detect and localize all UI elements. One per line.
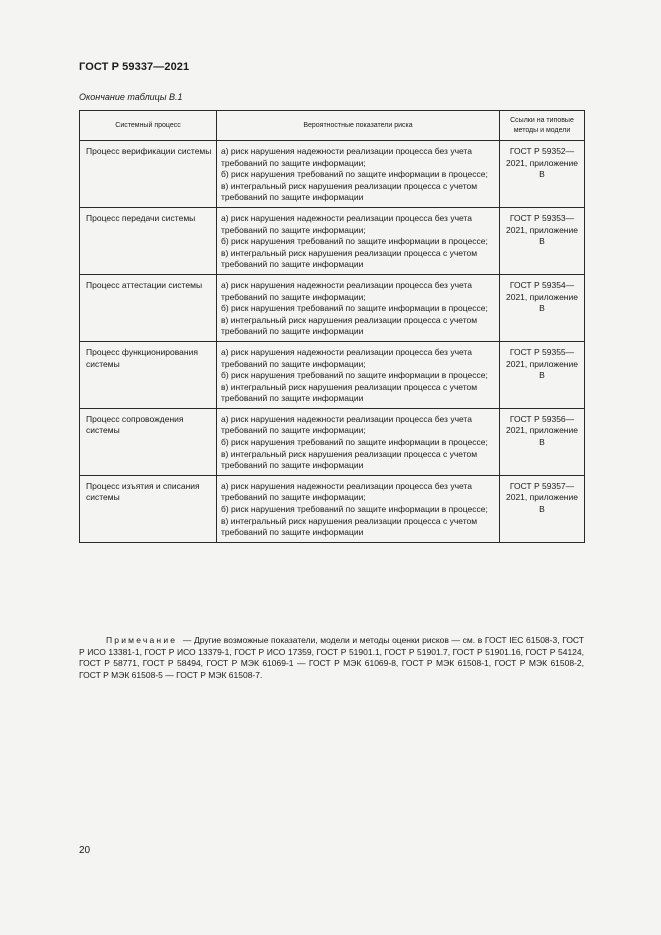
reference-cell: ГОСТ Р 59356—2021, приложение В: [500, 408, 585, 475]
risk-item: в) интегральный риск нарушения реализации процесса с учетом требований по защите информации: [221, 515, 478, 538]
table-body: [80, 141, 585, 543]
table-note: [79, 635, 584, 682]
column-header-process: Системный процесс: [80, 111, 217, 141]
risk-item: б) риск нарушения требований по защите информации в процессе;: [221, 437, 488, 448]
risks-cell: [217, 207, 500, 274]
risk-item: б) риск нарушения требований по защите информации в процессе;: [221, 303, 488, 314]
risk-item: а) риск нарушения надежности реализации процесса без учета требований по защите информации;: [221, 413, 472, 436]
process-cell: Процесс аттестации системы: [80, 274, 217, 341]
risk-item: а) риск нарушения надежности реализации процесса без учета требований по защите информации;: [221, 346, 472, 369]
risks-cell: [217, 408, 500, 475]
reference-cell: ГОСТ Р 59353—2021, приложение В: [500, 207, 585, 274]
table-row: [80, 475, 585, 542]
risks-cell: [217, 274, 500, 341]
risk-item: б) риск нарушения требований по защите информации в процессе;: [221, 370, 488, 381]
page-number: 20: [79, 845, 91, 856]
risk-item: а) риск нарушения надежности реализации процесса без учета требований по защите информации;: [221, 279, 472, 302]
risk-item: а) риск нарушения надежности реализации процесса без учета требований по защите информации;: [221, 146, 472, 168]
risks-cell: [217, 341, 500, 408]
column-header-risks: Вероятностные показатели риска: [217, 111, 500, 141]
reference-cell: ГОСТ Р 59357—2021, приложение В: [500, 475, 585, 542]
table-row: [80, 207, 585, 274]
risk-item: в) интегральный риск нарушения реализации процесса с учетом требований по защите информации: [221, 381, 478, 404]
table-header-row: [80, 111, 585, 141]
risk-item: а) риск нарушения надежности реализации процесса без учета требований по защите информации;: [221, 480, 472, 503]
reference-cell: ГОСТ Р 59352—2021, приложение В: [500, 141, 585, 208]
risk-item: в) интегральный риск нарушения реализации процесса с учетом требований по защите информации: [221, 247, 478, 270]
process-cell: Процесс изъятия и списания системы: [80, 475, 217, 542]
risk-item: в) интегральный риск нарушения реализации процесса с учетом требований по защите информации: [221, 314, 478, 337]
risk-item: в) интегральный риск нарушения реализации процесса с учетом требований по защите информации: [221, 448, 478, 471]
reference-cell: ГОСТ Р 59354—2021, приложение В: [500, 274, 585, 341]
risk-table: [79, 110, 585, 543]
document-header: ГОСТ Р 59337—2021: [79, 61, 190, 73]
process-cell: Процесс функционирования системы: [80, 341, 217, 408]
process-cell: Процесс сопровождения системы: [80, 408, 217, 475]
risk-item: б) риск нарушения требований по защите информации в процессе;: [221, 236, 488, 247]
note-text: — Другие возможные показатели, модели и методы оценки рисков — см. в ГОСТ IEC 61508-3, ГОСТ Р ИСО 13381-1, ГОСТ Р ИСО 13379-1, ГОСТ Р ИСО 17359, ГОСТ Р 51901.1, ГОСТ Р 51901.7, ГОСТ Р 51901.16, ГОСТ Р 54124, ГОСТ Р 58771, ГОСТ Р 58494, ГОСТ Р МЭК 61069-1 — ГОСТ Р МЭК 61069-8, ГОСТ Р МЭК 61508-1, ГОСТ Р МЭК 61508-2, ГОСТ Р МЭК 61508-5 — ГОСТ Р МЭК 61508-7.: [79, 635, 584, 681]
table-row: [80, 274, 585, 341]
process-cell: Процесс передачи системы: [80, 207, 217, 274]
table-row: [80, 341, 585, 408]
note-label: Примечание: [106, 635, 178, 645]
risk-item: б) риск нарушения требований по защите информации в процессе;: [221, 504, 488, 515]
risk-item: в) интегральный риск нарушения реализации процесса с учетом требований по защите информации: [221, 180, 478, 203]
table-caption: Окончание таблицы В.1: [79, 92, 183, 102]
table-row: [80, 141, 585, 208]
risks-cell: [217, 475, 500, 542]
process-cell: Процесс верификации системы: [80, 141, 217, 208]
risks-cell: [217, 141, 500, 208]
risk-item: а) риск нарушения надежности реализации процесса без учета требований по защите информации;: [221, 212, 472, 235]
risk-item: б) риск нарушения требований по защите информации в процессе;: [221, 169, 488, 180]
column-header-references: Ссылки на типовые методы и модели: [500, 111, 585, 141]
table-row: [80, 408, 585, 475]
reference-cell: ГОСТ Р 59355—2021, приложение В: [500, 341, 585, 408]
